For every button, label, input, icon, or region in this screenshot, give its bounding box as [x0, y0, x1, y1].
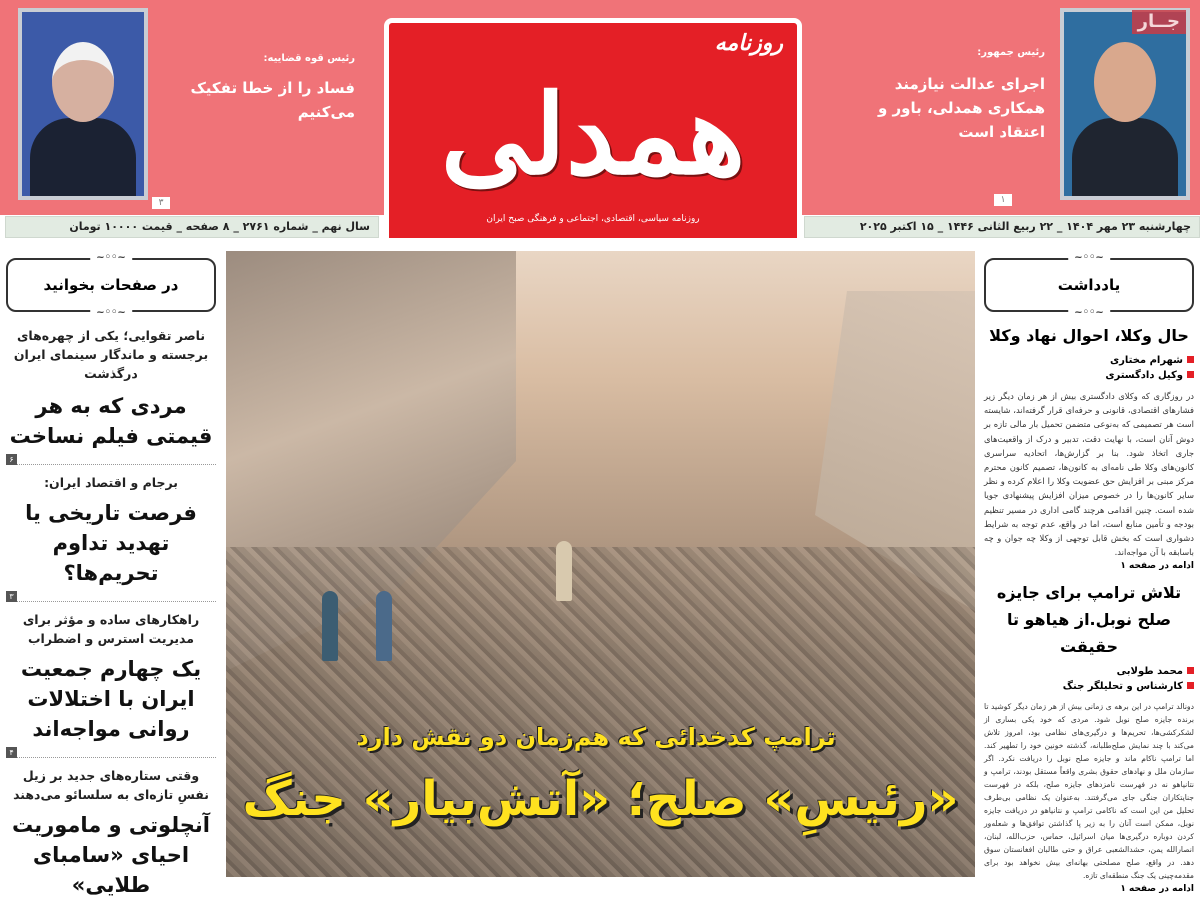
teaser-kicker: برجام و اقتصاد ایران: [44, 475, 178, 490]
page-ref: ۳ [6, 591, 17, 602]
teaser-headline: فرصت تاریخی یا تهدید تداوم تحریم‌ها؟ [25, 501, 197, 585]
continued-link[interactable]: ادامه در صفحه ۱ [1120, 884, 1194, 895]
president-quote[interactable]: اجرای عدالت نیازمند همکاری همدلی، باور و اعتقاد است [877, 75, 1045, 141]
teaser-kicker: ناصر تقوایی؛ یکی از چهره‌های برجسته و ماندگار سینمای ایران درگذشت [13, 328, 209, 381]
author: محمد طولابی [1116, 666, 1183, 678]
person-figure [376, 591, 392, 661]
in-pages-box: ~◦◦~ در صفحات بخوانید ~◦◦~ [6, 258, 216, 312]
issue-line: سال نهم _ شماره ۲۷۶۱ _ ۸ صفحه _ قیمت ۱۰۰۰۰ تومان [5, 216, 379, 238]
teaser-headline: یک چهارم جمعیت ایران با اختلالات روانی مواجه‌اند [20, 657, 202, 741]
page-ref: ۶ [6, 454, 17, 465]
teaser-headline: مردی که به هر قیمتی فیلم نساخت [9, 394, 213, 448]
article-title: حال وکلا، احوال نهاد وکلا [989, 326, 1189, 345]
president-portrait [1060, 8, 1190, 200]
bullet-icon [1187, 356, 1194, 363]
teaser-kicker: وقتی ستاره‌های جدید بر زیل نفسِ تازه‌ای به سلسائو می‌دهند [13, 768, 209, 802]
date-line: چهارشنبه ۲۳ مهر ۱۴۰۴ _ ۲۲ ربیع الثانی ۱۴۴۶ _ ۱۵ اکتبر ۲۰۲۵ [804, 216, 1200, 238]
author-role: وکیل دادگستری [1105, 370, 1183, 381]
teaser-kicker: راهکارهای ساده و مؤثر برای مدیریت استرس و اضطراب [22, 612, 200, 646]
judiciary-label: رئیس قوه قضاییه: [263, 53, 355, 64]
teaser-headline: آنچلوتی و ماموریت احیای «سامبای طلایی» [11, 813, 211, 897]
author: شهرام مختاری [1109, 355, 1183, 366]
right-column [984, 258, 1194, 894]
person-figure [322, 591, 338, 661]
bullet-icon [1187, 682, 1194, 689]
page-ref: ۴ [6, 747, 17, 758]
judiciary-quote[interactable]: فساد را از خطا تفکیک می‌کنیم [190, 79, 355, 121]
bullet-icon [1187, 667, 1194, 674]
left-column [6, 258, 216, 900]
page-ref: ۱ [994, 194, 1012, 206]
watermark-logo: جــار [1132, 10, 1186, 34]
teaser-item[interactable] [6, 326, 216, 465]
page-ref: ۳ [152, 197, 170, 209]
teaser-item[interactable] [6, 610, 216, 758]
article-body: در روزگاری که وکلای دادگستری بیش از هر زمان دیگر زیر فشارهای اقتصادی، قانونی و حرفه‌ای قرار گرفته‌اند، شایسته است هر تصمیمی که به‌نوعی متضمن تحمیل بار مالی تازه بر دوش آنان است، با نهایت دقت، تدبیر و درک از واقعیت‌های جاری اتخاذ شود. بنا بر گزارش‌ها، اتحادیه سراسری کانون‌های وکلا طی نامه‌ای به کانون‌ها، تصمیم کانون محترم مرکز مبنی بر افزایش حق عضویت وکلا را اعلام کرده و نظر سایر کانون‌ها را در خصوص میزان افزایش پیشنهادی جویا شده است. چنین اقدامی هرچند گامی اداری در مسیر تنظیم بودجه و تأمین منابع است، اما در واقع، عدم توجه به شرایط دشواری است که بخش قابل توجهی از وکلا چه جوان و چه باسابقه با آن مواجه‌اند. [984, 391, 1194, 558]
editorial-box: ~◦◦~ یادداشت ~◦◦~ [984, 258, 1194, 312]
author-role: کارشناس و تحلیلگر جنگ [1062, 681, 1183, 693]
newspaper-logo [384, 18, 802, 238]
teaser-item[interactable] [6, 473, 216, 602]
teaser-item[interactable] [6, 766, 216, 900]
rubble-ground [226, 547, 975, 877]
judiciary-chief-portrait [18, 8, 148, 200]
editorial-article[interactable] [984, 579, 1194, 894]
article-body: دونالد ترامپ در این برهه ی زمانی بیش از هر زمان دیگر کوشید تا برنده جایزه صلح نوبل شود. مردی که خود یکی بساری از لشکرکشی‌ها، تحریم‌ها و درگیری‌های نظامی بود، امروز تلاش می‌کند با چند نمایش صلح‌طلبانه، گذشته خونین خود را تطهیر کند. اما ترامپ ناکام ماند و جایزه صلح نوبل را دریافت نکرد. اگر سازمان ملل و نهادهای حقوق بشری واقعاً مستقل بودند، ترامپ و نتانیاهو نه در فهرست نامزدهای جایزه صلح، بلکه در فهرست جنایتکاران جنگی جای می‌گرفتند. به‌عنوان یک نظامی بی‌طرف تحلیل من این است که ناکامی ترامپ و نتانیاهو در دریافت جایزه نوبل، ممکن است آنان را به زیر پا گذاشتن توافق‌ها و شعله‌ور کردن دوباره درگیری‌ها میان اسرائیل، حماس، حزب‌الله، لبنان، انصارالله یمن، حشدالشعبی عراق و حتی طالبان افغانستان سوق دهد. در واقع، صلح مصلحتی بهانه‌ای بیش نخواهد بود برای مقدمه‌چینی یک جنگ منطقه‌ای تازه. [984, 702, 1194, 881]
main-story-photo[interactable] [226, 251, 975, 877]
main-subheadline: ترامپ کدخدائی که هم‌زمان دو نقش دارد [356, 723, 836, 751]
logo-name: همدلی [440, 70, 746, 199]
article-title: تلاش ترامپ برای جایزه صلح نوبل.از هیاهو تا حقیقت [996, 583, 1182, 657]
editorial-article[interactable] [984, 322, 1194, 571]
continued-link[interactable]: ادامه در صفحه ۱ [1120, 561, 1194, 572]
bullet-icon [1187, 371, 1194, 378]
person-figure [556, 541, 572, 601]
president-label: رئیس جمهور: [977, 47, 1045, 58]
logo-tagline: روزنامه سیاسی، اقتصادی، اجتماعی و فرهنگی صبح ایران [486, 214, 700, 224]
main-headline[interactable]: «رئیسِ» صلح؛ «آتش‌بیار» جنگ [242, 771, 959, 827]
logo-prefix: روزنامه [714, 31, 783, 56]
